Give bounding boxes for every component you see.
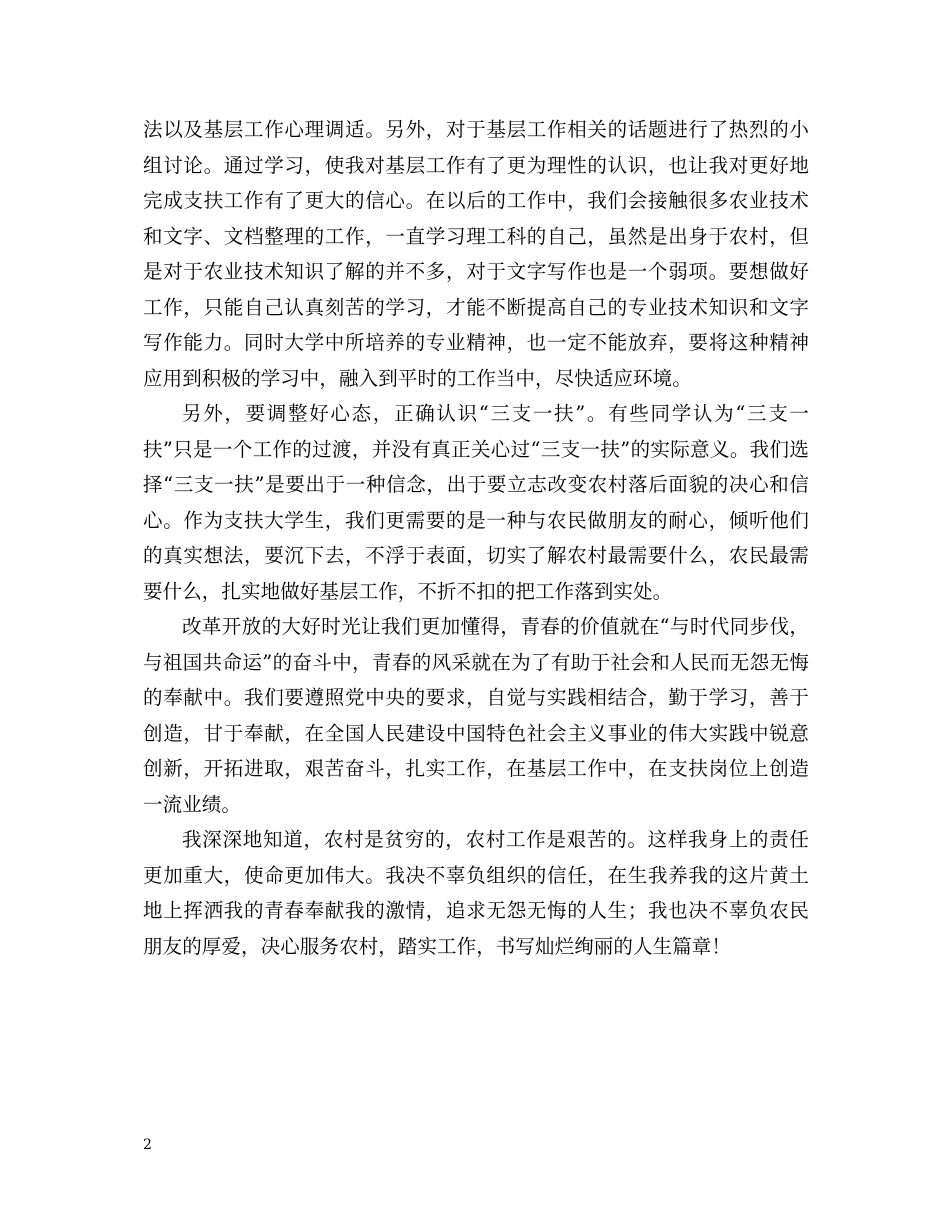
paragraph-3: 改革开放的大好时光让我们更加懂得，青春的价值就在“与时代同步伐，与祖国共命运”的奋斗中，青春的风采就在为了有助于社会和人民而无怨无悔的奉献中。我们要遵照党中央的要求，自觉与实践相结合，勤于学习，善于创造，甘于奉献，在全国人民建设中国特色社会主义事业的伟大实践中锐意创新，开拓进取，艰苦奋斗，扎实工作，在基层工作中，在支扶岗位上创造一流业绩。 [143,615,809,816]
page-number: 2 [143,1137,152,1153]
paragraph-2: 另外，要调整好心态，正确认识“三支一扶”。有些同学认为“三支一扶”只是一个工作的过渡，并没有真正关心过“三支一扶”的实际意义。我们选择“三支一扶”是要出于一种信念，出于要立志改变农村落后面貌的决心和信心。作为支扶大学生，我们更需要的是一种与农民做朋友的耐心，倾听他们的真实想法，要沉下去，不浮于表面，切实了解农村最需要什么，农民最需要什么，扎实地做好基层工作，不折不扣的把工作落到实处。 [143,402,809,603]
body-text [143,112,809,964]
paragraph-4: 我深深地知道，农村是贫穷的，农村工作是艰苦的。这样我身上的责任更加重大，使命更加伟大。我决不辜负组织的信任，在生我养我的这片黄土地上挥洒我的青春奉献我的激情，追求无怨无悔的人生；我也决不辜负农民朋友的厚爱，决心服务农村，踏实工作，书写灿烂绚丽的人生篇章！ [143,828,809,958]
paragraph-1: 法以及基层工作心理调适。另外，对于基层工作相关的话题进行了热烈的小组讨论。通过学习，使我对基层工作有了更为理性的认识，也让我对更好地完成支扶工作有了更大的信心。在以后的工作中，我们会接触很多农业技术和文字、文档整理的工作，一直学习理工科的自己，虽然是出身于农村，但是对于农业技术知识了解的并不多，对于文字写作也是一个弱项。要想做好工作，只能自己认真刻苦的学习，才能不断提高自己的专业技术知识和文字写作能力。同时大学中所培养的专业精神，也一定不能放弃，要将这种精神应用到积极的学习中，融入到平时的工作当中，尽快适应环境。 [143,118,809,390]
